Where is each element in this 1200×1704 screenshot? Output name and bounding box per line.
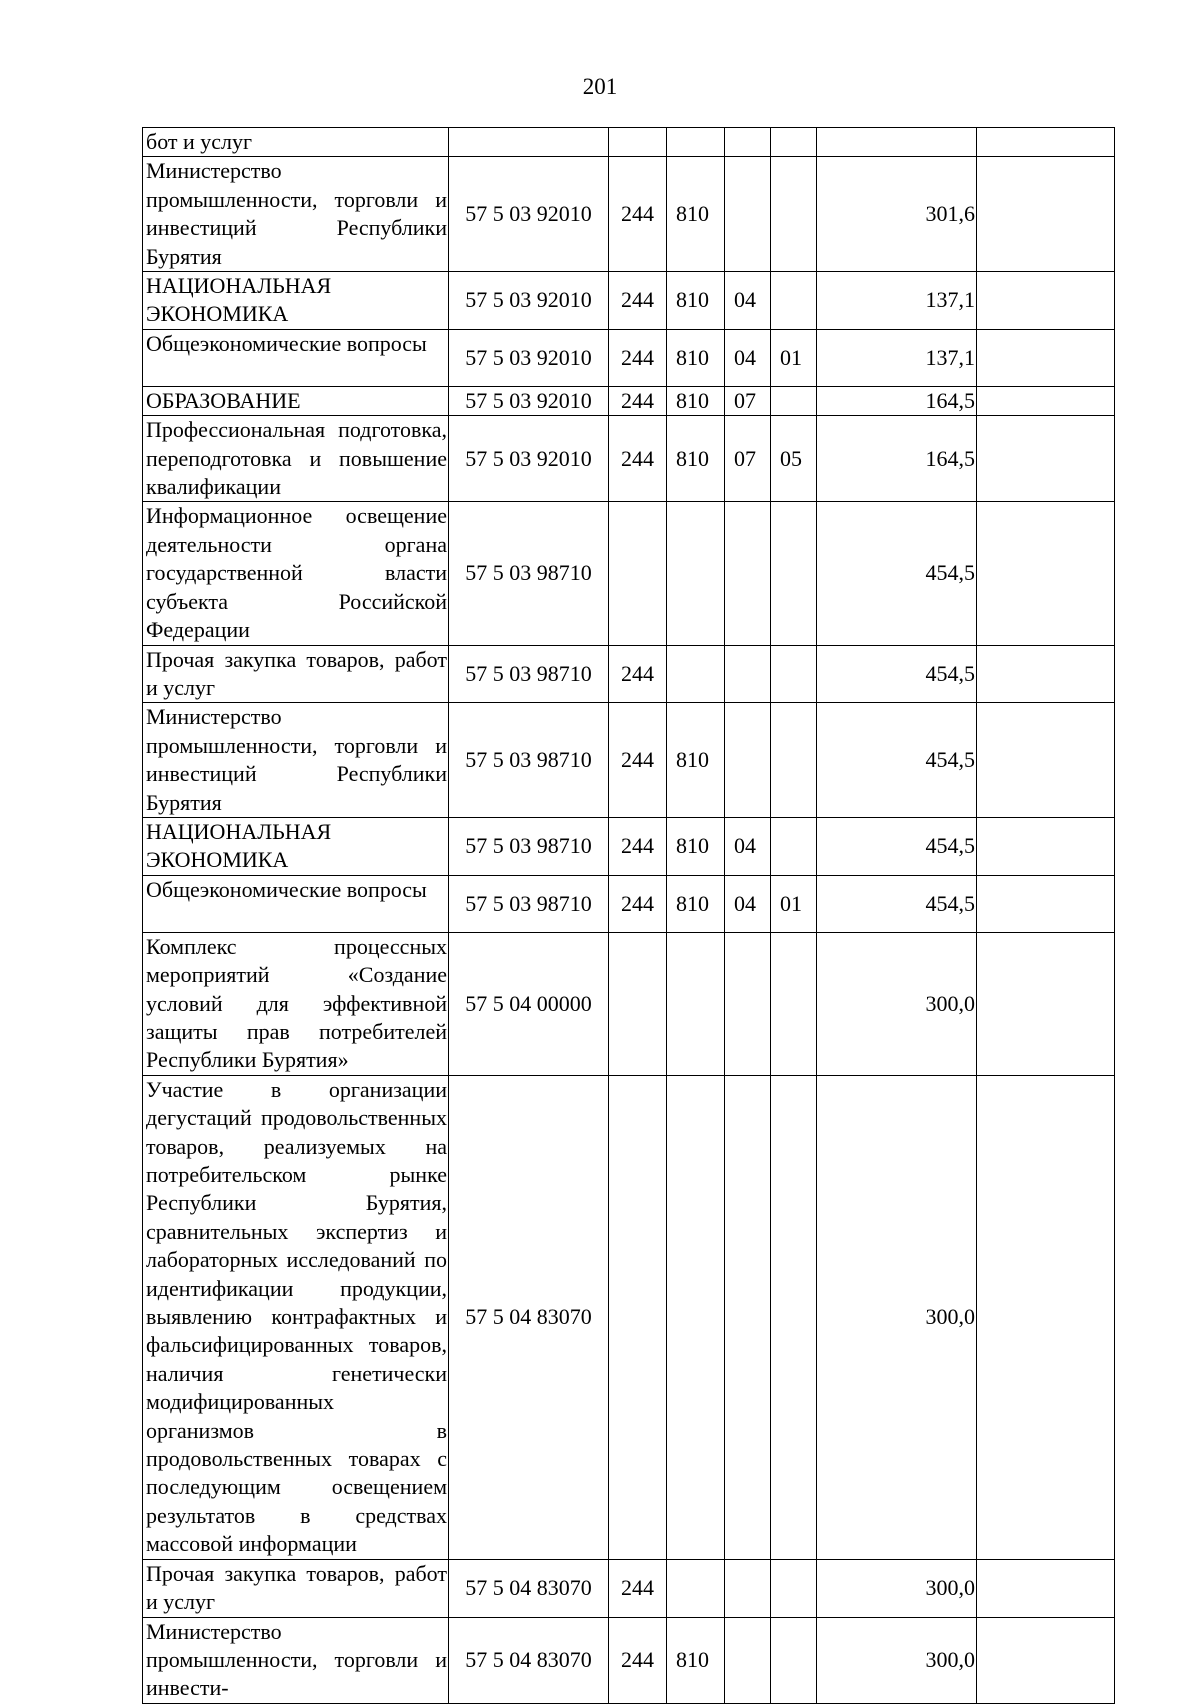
table-row [143, 1617, 1115, 1703]
table-row [143, 1075, 1115, 1559]
row-csr: 57 5 03 92010 [449, 329, 609, 386]
row-grbs [667, 1559, 725, 1617]
row-sum: 300,0 [817, 932, 977, 1075]
row-empty-cell [977, 128, 1115, 157]
row-sum: 164,5 [817, 386, 977, 415]
table-row [143, 875, 1115, 932]
row-sum: 454,5 [817, 502, 977, 645]
row-name: Министерство промышленности, торговли и инвестиций Республики Бурятия [143, 703, 449, 818]
table-row [143, 329, 1115, 386]
row-pr [771, 157, 817, 272]
row-csr: 57 5 04 00000 [449, 932, 609, 1075]
row-csr: 57 5 03 92010 [449, 416, 609, 502]
table-row [143, 817, 1115, 875]
row-vr: 244 [609, 1559, 667, 1617]
table-row [143, 645, 1115, 703]
row-vr: 244 [609, 703, 667, 818]
row-name: ОБРАЗОВАНИЕ [143, 386, 449, 415]
row-csr: 57 5 03 98710 [449, 817, 609, 875]
row-vr: 244 [609, 157, 667, 272]
row-pr: 05 [771, 416, 817, 502]
row-empty-cell [977, 329, 1115, 386]
row-csr: 57 5 04 83070 [449, 1617, 609, 1703]
row-vr: 244 [609, 416, 667, 502]
row-name: Министерство промышленности, торговли и инвести- [143, 1617, 449, 1703]
page-number: 201 [582, 74, 618, 99]
row-grbs: 810 [667, 329, 725, 386]
row-pr [771, 272, 817, 330]
table-row [143, 932, 1115, 1075]
row-sum: 164,5 [817, 416, 977, 502]
row-pr [771, 1559, 817, 1617]
row-empty-cell [977, 416, 1115, 502]
row-sum [817, 128, 977, 157]
row-rz: 04 [725, 817, 771, 875]
row-rz [725, 645, 771, 703]
row-pr [771, 128, 817, 157]
row-sum: 137,1 [817, 329, 977, 386]
row-grbs [667, 932, 725, 1075]
table-row [143, 128, 1115, 157]
row-rz: 07 [725, 416, 771, 502]
row-vr: 244 [609, 272, 667, 330]
row-pr [771, 817, 817, 875]
row-sum: 454,5 [817, 703, 977, 818]
table-row [143, 1559, 1115, 1617]
row-pr [771, 932, 817, 1075]
budget-table [142, 127, 1115, 1704]
row-rz [725, 128, 771, 157]
row-name: Общеэкономические вопросы [143, 875, 449, 932]
row-vr: 244 [609, 1617, 667, 1703]
row-rz: 04 [725, 875, 771, 932]
row-sum: 300,0 [817, 1617, 977, 1703]
row-vr: 244 [609, 386, 667, 415]
row-vr: 244 [609, 875, 667, 932]
row-grbs: 810 [667, 1617, 725, 1703]
row-pr [771, 1617, 817, 1703]
row-empty-cell [977, 875, 1115, 932]
row-empty-cell [977, 703, 1115, 818]
row-name: Прочая закупка товаров, работ и услуг [143, 645, 449, 703]
row-vr [609, 128, 667, 157]
row-rz: 04 [725, 272, 771, 330]
row-empty-cell [977, 386, 1115, 415]
row-rz [725, 703, 771, 818]
row-grbs: 810 [667, 272, 725, 330]
table-row [143, 386, 1115, 415]
row-name: НАЦИОНАЛЬНАЯ ЭКОНОМИКА [143, 817, 449, 875]
row-vr: 244 [609, 817, 667, 875]
row-pr: 01 [771, 329, 817, 386]
row-name: Комплекс процессных мероприятий «Создание условий для эффективной защиты прав потребителей Республики Бурятия» [143, 932, 449, 1075]
row-csr: 57 5 03 98710 [449, 645, 609, 703]
row-rz [725, 1075, 771, 1559]
row-grbs [667, 502, 725, 645]
row-empty-cell [977, 645, 1115, 703]
row-sum: 454,5 [817, 875, 977, 932]
row-name: бот и услуг [143, 128, 449, 157]
row-empty-cell [977, 932, 1115, 1075]
row-name: Участие в организации дегустаций продовольственных товаров, реализуемых на потребительском рынке Республики Бурятия, сравнительных экспертиз и лабораторных исследований по идентификации продукции, выявлению контрафактных и фальсифицированных товаров, наличия генетически модифицированных организмов в продовольственных товарах с последующим освещением результатов в средствах массовой информации [143, 1075, 449, 1559]
row-name: Общеэкономические вопросы [143, 329, 449, 386]
row-sum: 301,6 [817, 157, 977, 272]
table-row [143, 157, 1115, 272]
row-empty-cell [977, 1617, 1115, 1703]
row-csr: 57 5 03 98710 [449, 875, 609, 932]
row-vr: 244 [609, 645, 667, 703]
row-name: НАЦИОНАЛЬНАЯ ЭКОНОМИКА [143, 272, 449, 330]
row-vr [609, 502, 667, 645]
row-pr [771, 1075, 817, 1559]
row-rz [725, 1617, 771, 1703]
row-name: Профессиональная подготовка, переподготовка и повышение квалификации [143, 416, 449, 502]
row-empty-cell [977, 272, 1115, 330]
row-empty-cell [977, 817, 1115, 875]
row-name: Министерство промышленности, торговли и инвестиций Республики Бурятия [143, 157, 449, 272]
row-pr [771, 386, 817, 415]
row-rz: 07 [725, 386, 771, 415]
row-sum: 454,5 [817, 817, 977, 875]
row-grbs [667, 645, 725, 703]
row-empty-cell [977, 1559, 1115, 1617]
row-grbs: 810 [667, 157, 725, 272]
row-csr: 57 5 03 92010 [449, 386, 609, 415]
row-empty-cell [977, 157, 1115, 272]
row-sum: 300,0 [817, 1559, 977, 1617]
table-row [143, 502, 1115, 645]
row-name: Прочая закупка товаров, работ и услуг [143, 1559, 449, 1617]
row-vr: 244 [609, 329, 667, 386]
row-csr: 57 5 03 98710 [449, 703, 609, 818]
row-sum: 454,5 [817, 645, 977, 703]
row-empty-cell [977, 502, 1115, 645]
row-pr [771, 502, 817, 645]
row-vr [609, 1075, 667, 1559]
row-csr: 57 5 04 83070 [449, 1075, 609, 1559]
row-csr: 57 5 03 92010 [449, 157, 609, 272]
row-grbs: 810 [667, 703, 725, 818]
row-csr: 57 5 03 92010 [449, 272, 609, 330]
row-rz [725, 502, 771, 645]
table-row [143, 703, 1115, 818]
row-grbs: 810 [667, 875, 725, 932]
row-grbs [667, 128, 725, 157]
row-pr [771, 703, 817, 818]
row-sum: 300,0 [817, 1075, 977, 1559]
row-empty-cell [977, 1075, 1115, 1559]
row-rz [725, 932, 771, 1075]
row-rz: 04 [725, 329, 771, 386]
row-csr [449, 128, 609, 157]
row-rz [725, 1559, 771, 1617]
row-sum: 137,1 [817, 272, 977, 330]
row-grbs: 810 [667, 416, 725, 502]
row-grbs: 810 [667, 386, 725, 415]
row-rz [725, 157, 771, 272]
row-grbs: 810 [667, 817, 725, 875]
row-grbs [667, 1075, 725, 1559]
row-csr: 57 5 03 98710 [449, 502, 609, 645]
row-vr [609, 932, 667, 1075]
row-pr [771, 645, 817, 703]
table-row [143, 272, 1115, 330]
table-row [143, 416, 1115, 502]
row-name: Информационное освещение деятельности органа государственной власти субъекта Российской Федерации [143, 502, 449, 645]
row-csr: 57 5 04 83070 [449, 1559, 609, 1617]
row-pr: 01 [771, 875, 817, 932]
